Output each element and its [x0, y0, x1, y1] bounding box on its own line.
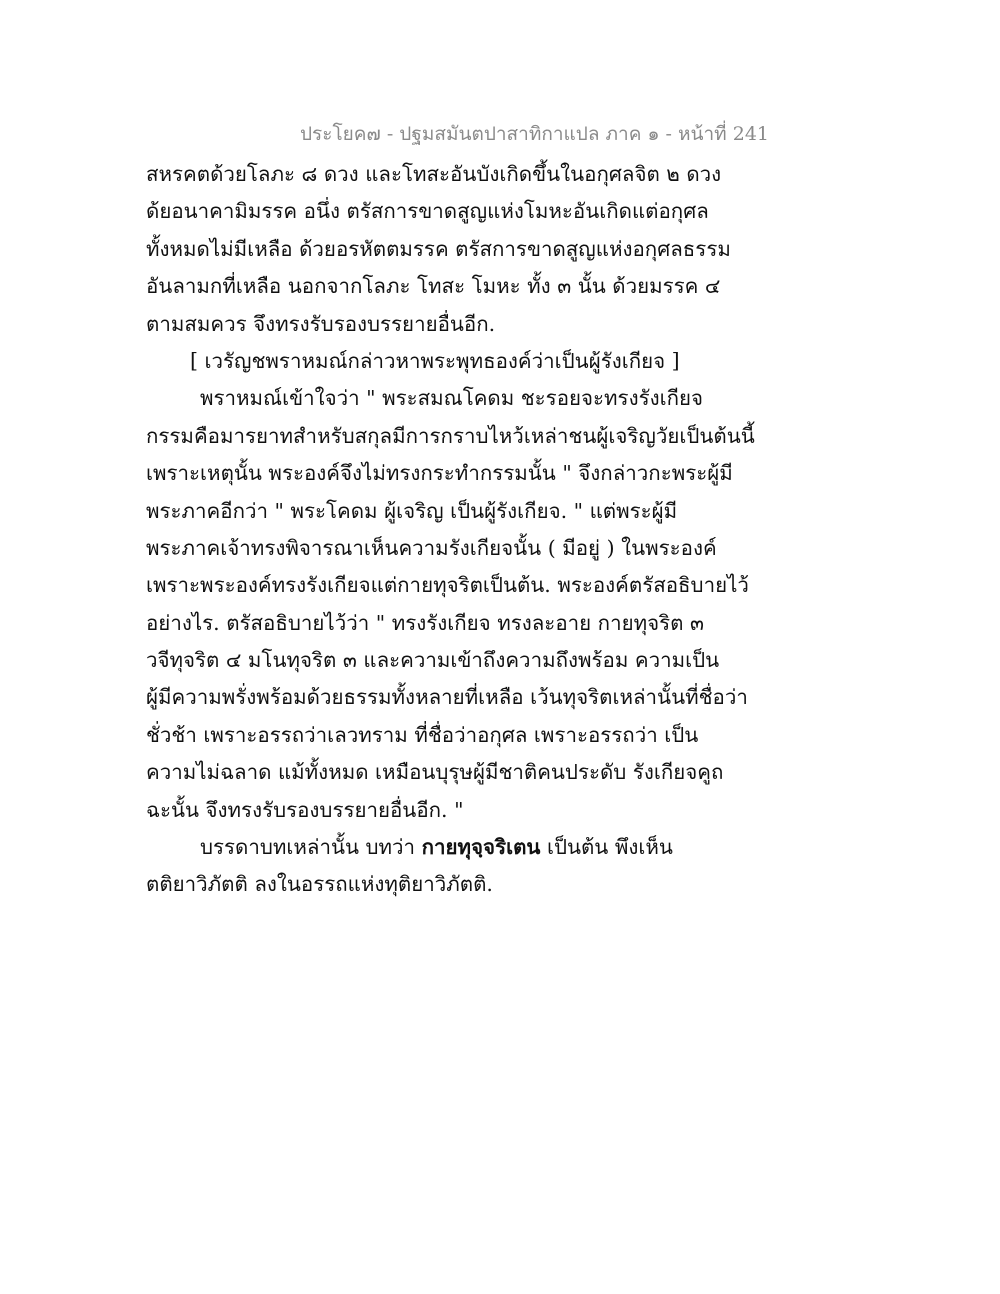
text-line: พราหมณ์เข้าใจว่า " พระสมณโคดม ชะรอยจะทรงรังเกียจ — [200, 386, 704, 411]
text-run: บรรดาบทเหล่านั้น บทว่า — [200, 835, 422, 860]
text-line: อันลามกที่เหลือ นอกจากโลภะ โทสะ โมหะ ทั้ง ๓ นั้น ด้วยมรรค ๔ — [146, 274, 721, 299]
text-line: ตติยาวิภัตติ ลงในอรรถแห่งทุติยาวิภัตติ. — [146, 872, 493, 897]
text-line: สหรคตด้วยโลภะ ๘ ดวง และโทสะอันบังเกิดขึ้นในอกุศลจิต ๒ ดวง — [146, 162, 722, 186]
page-header: ประโยค๗ - ปฐมสมันตปาสาทิกาแปล ภาค ๑ - หน้าที่ 241 — [300, 123, 770, 145]
text-line: กรรมคือมารยาทสำหรับสกุลมีการกราบไหว้เหล่าชนผู้เจริญวัยเป็นต้นนี้ — [146, 423, 755, 448]
bold-term: กายทุจฺจริเตน — [421, 835, 541, 860]
text-line: ผู้มีความพรั่งพร้อมด้วยธรรมทั้งหลายที่เหลือ เว้นทุจริตเหล่านั้นที่ชื่อว่า — [146, 685, 748, 710]
text-line — [146, 829, 736, 866]
text-line: ฉะนั้น จึงทรงรับรองบรรยายอื่นอีก. " — [146, 797, 464, 822]
text-line: พระภาคอีกว่า " พระโคดม ผู้เจริญ เป็นผู้รังเกียจ. " แต่พระผู้มี — [146, 498, 678, 523]
text-line: ตามสมควร จึงทรงรับรองบรรยายอื่นอีก. — [146, 311, 496, 336]
text-line: วจีทุจริต ๔ มโนทุจริต ๓ และความเข้าถึงความถึงพร้อม ความเป็น — [146, 648, 720, 673]
text-line: ชั่วช้า เพราะอรรถว่าเลวทราม ที่ชื่อว่าอกุศล เพราะอรรถว่า เป็น — [146, 722, 699, 747]
body-text — [146, 156, 755, 904]
text-line: อย่างไร. ตรัสอธิบายไว้ว่า " ทรงรังเกียจ ทรงละอาย กายทุจริต ๓ — [146, 610, 704, 635]
text-line: ด้ยอนาคามิมรรค อนึ่ง ตรัสการขาดสูญแห่งโมหะอันเกิดแต่อกุศล — [146, 199, 709, 224]
text-line: เพราะพระองค์ทรงรังเกียจแต่กายทุจริตเป็นต้น. พระองค์ตรัสอธิบายไว้ — [146, 573, 749, 598]
text-line: พระภาคเจ้าทรงพิจารณาเห็นความรังเกียจนั้น ( มีอยู่ ) ในพระองค์ — [146, 535, 717, 560]
text-run: เป็นต้น พึงเห็น — [540, 835, 673, 860]
text-line: เพราะเหตุนั้น พระองค์จึงไม่ทรงกระทำกรรมนั้น " จึงกล่าวกะพระผู้มี — [146, 461, 733, 486]
text-line: ความไม่ฉลาด แม้ทั้งหมด เหมือนบุรุษผู้มีชาติคนประดับ รังเกียจคูถ — [146, 760, 724, 785]
section-heading: [ เวรัญชพราหมณ์กล่าวหาพระพุทธองค์ว่าเป็นผู้รังเกียจ ] — [190, 348, 680, 373]
text-line: ทั้งหมดไม่มีเหลือ ด้วยอรหัตตมรรค ตรัสการขาดสูญแห่งอกุศลธรรม — [146, 236, 731, 261]
